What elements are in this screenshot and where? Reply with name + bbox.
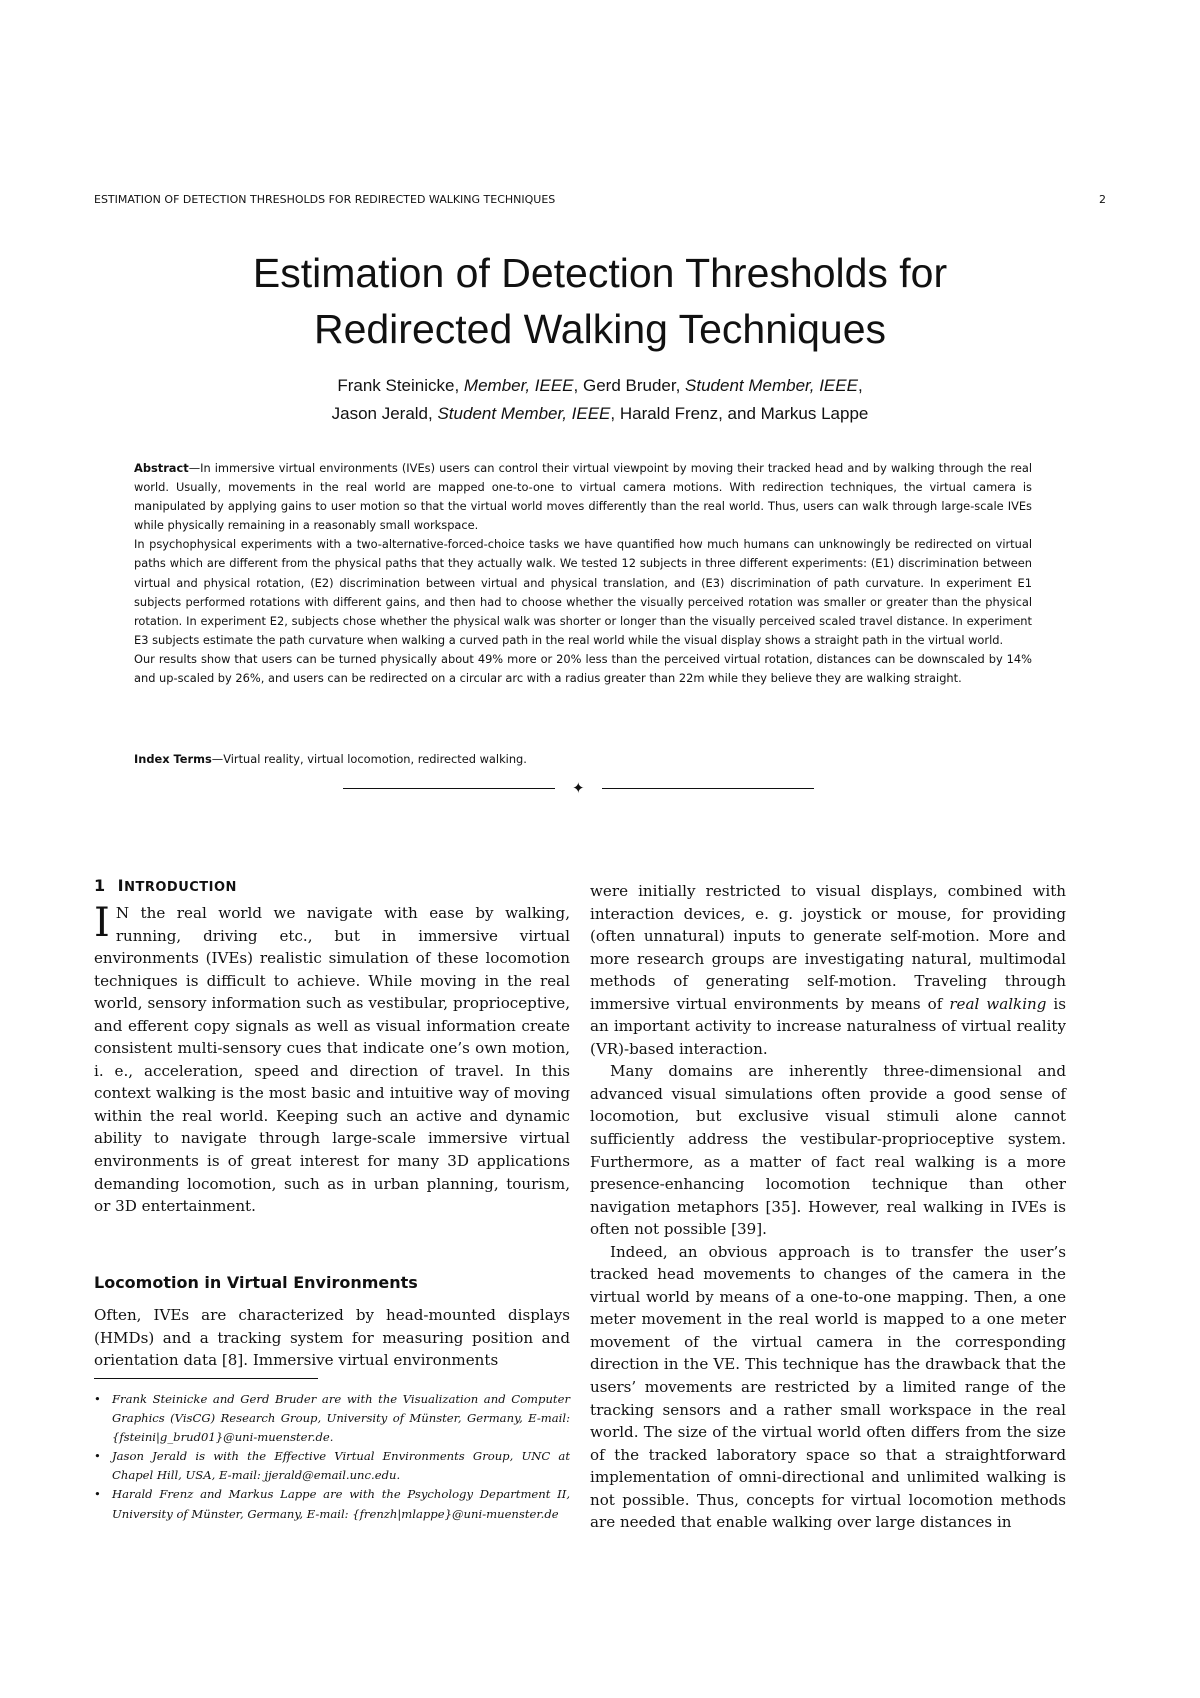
subsection-paragraph-1: Often, IVEs are characterized by head-mounted displays (HMDs) and a tracking system for measuring position and orientation data [8]. Immersive virtual environments — [94, 1306, 570, 1370]
right-paragraph-1: were initially restricted to visual displays, combined with interaction devices, e. g. joystick or mouse, for providing (often unnatural) inputs to generate self-motion. More and more research groups are investigating natural, multimodal methods of generating self-motion. Traveling through immersive virtual environments by means of real walking is an important activity to increase naturalness of virtual reality (VR)-based interaction. — [590, 882, 1066, 1058]
section-divider-right — [602, 788, 814, 789]
abstract-paragraph-2: In psychophysical experiments with a two-alternative-forced-choice tasks we have quantified how much humans can unknowingly be redirected on virtual paths which are different from the physical paths that they actually walk. We tested 12 subjects in three different experiments: (E1) discrimination between virtual and physical rotation, (E2) discrimination between virtual and physical translation, and (E3) discrimination of path curvature. In experiment E1 subjects performed rotations with different gains, and then had to choose whether the visually perceived rotation was smaller or greater than the physical rotation. In experiment E2, subjects chose whether the physical walk was shorter or longer than the visually perceived scaled travel distance. In experiment E3 subjects estimate the path curvature when walking a curved path in the real world while the visual display shows a straight path in the virtual world. — [134, 537, 1032, 647]
emphasis-real-walking: real walking — [949, 994, 1047, 1013]
author-2-end: , — [857, 376, 863, 395]
abstract-paragraph-1: Abstract—In immersive virtual environments (IVEs) users can control their virtual viewpoint by moving their tracked head and by walking through the real world. Usually, movements in the real world are mapped one-to-one to virtual camera motions. With redirection techniques, the virtual camera is manipulated by applying gains to user motion so that the virtual world moves differently than the real world. Thus, users can walk through large-scale IVEs while physically remaining in a reasonably small workspace. — [134, 461, 1032, 533]
index-terms-text: —Virtual reality, virtual locomotion, redirected walking. — [211, 752, 527, 766]
paper-title — [100, 245, 1100, 357]
footnote-item: • Frank Steinicke and Gerd Bruder are with the Visualization and Computer Graphics (VisCG) Research Group, University of Münster, Germany, E-mail: {fsteini|g_brud01}@uni-muenster.de. — [94, 1392, 570, 1445]
paper-title-line-2: Redirected Walking Techniques — [313, 306, 887, 352]
footnotes — [94, 1390, 570, 1524]
footnote-item: • Harald Frenz and Markus Lappe are with the Psychology Department II, University of Münster, Germany, E-mail: {frenzh|mlappe}@uni-muenster.de — [94, 1487, 570, 1521]
index-terms — [134, 752, 1032, 766]
author-list — [100, 372, 1100, 428]
running-title: ESTIMATION OF DETECTION THRESHOLDS FOR REDIRECTED WALKING TECHNIQUES — [94, 193, 556, 206]
footnote-item: • Jason Jerald is with the Effective Virtual Environments Group, UNC at Chapel Hill, USA, E-mail: jjerald@email.unc.edu. — [94, 1449, 570, 1483]
paper-title-line-1: Estimation of Detection Thresholds for — [252, 250, 948, 296]
section-divider-left — [343, 788, 555, 789]
section-number: 1 — [94, 876, 106, 895]
right-paragraph-3: Indeed, an obvious approach is to transfer the user’s tracked head movements to changes of the camera in the virtual world by means of a one-to-one mapping. Then, a one meter movement in the real world is mapped to a one meter movement of the virtual camera in the corresponding direction in the VE. This technique has the drawback that the users’ movements are restricted by a limited range of the tracking sensors and a rather small workspace in the real world. The size of the virtual world often differs from the size of the tracked laboratory space so that a straightforward implementation of omni-directional and unlimited walking is not possible. Thus, concepts for virtual locomotion methods are needed that enable walking over large distances in — [590, 1242, 1066, 1532]
abstract — [134, 459, 1032, 688]
author-3: Jason Jerald, — [331, 404, 438, 423]
left-column-intro — [94, 902, 570, 1218]
footnote-rule — [94, 1378, 318, 1379]
section-title-initial: I — [117, 876, 125, 895]
drop-cap: I — [94, 900, 110, 946]
author-1: Frank Steinicke, — [337, 376, 464, 395]
author-4-5: , Harald Frenz, and Markus Lappe — [610, 404, 869, 423]
running-header — [94, 193, 1106, 206]
abstract-label: Abstract — [134, 461, 189, 475]
divider-ornament-icon: ✦ — [572, 779, 585, 797]
author-2: , Gerd Bruder, — [573, 376, 686, 395]
author-1-role: Member, IEEE — [463, 376, 574, 395]
subsection-heading: Locomotion in Virtual Environments — [94, 1273, 418, 1292]
page-number: 2 — [1099, 193, 1106, 206]
author-3-role: Student Member, IEEE — [437, 404, 611, 423]
section-heading-introduction — [94, 876, 237, 895]
right-paragraph-2: Many domains are inherently three-dimensional and advanced visual simulations often provide a good sense of locomotion, but exclusive visual stimuli alone cannot sufficiently address the vestibular-proprioceptive system. Furthermore, as a matter of fact real walking is a more presence-enhancing locomotion technique than other navigation metaphors [35]. However, real walking in IVEs is often not possible [39]. — [590, 1062, 1066, 1239]
author-2-role: Student Member, IEEE — [685, 376, 858, 395]
abstract-paragraph-3: Our results show that users can be turned physically about 49% more or 20% less than the perceived virtual rotation, distances can be downscaled by 14% and up-scaled by 26%, and users can be redirected on a circular arc with a radius greater than 22m while they believe they are walking straight. — [134, 651, 1032, 686]
right-column — [590, 880, 1066, 1534]
lead-in: N — [115, 904, 130, 922]
index-terms-label: Index Terms — [134, 752, 212, 766]
intro-paragraph-1: I N the real world we navigate with ease by walking, running, driving etc., but in immersive virtual environments (IVEs) realistic simulation of these locomotion techniques is difficult to achieve. While moving in the real world, sensory information such as vestibular, proprioceptive, and efferent copy signals as well as visual information create consistent multi-sensory cues that indicate one’s own motion, i. e., acceleration, speed and direction of travel. In this context walking is the most basic and intuitive way of moving within the real world. Keeping such an active and dynamic ability to navigate through large-scale immersive virtual environments is of great interest for many 3D applications demanding locomotion, such as in urban planning, tourism, or 3D entertainment. — [94, 900, 570, 1216]
section-title-rest: NTRODUCTION — [124, 880, 237, 895]
